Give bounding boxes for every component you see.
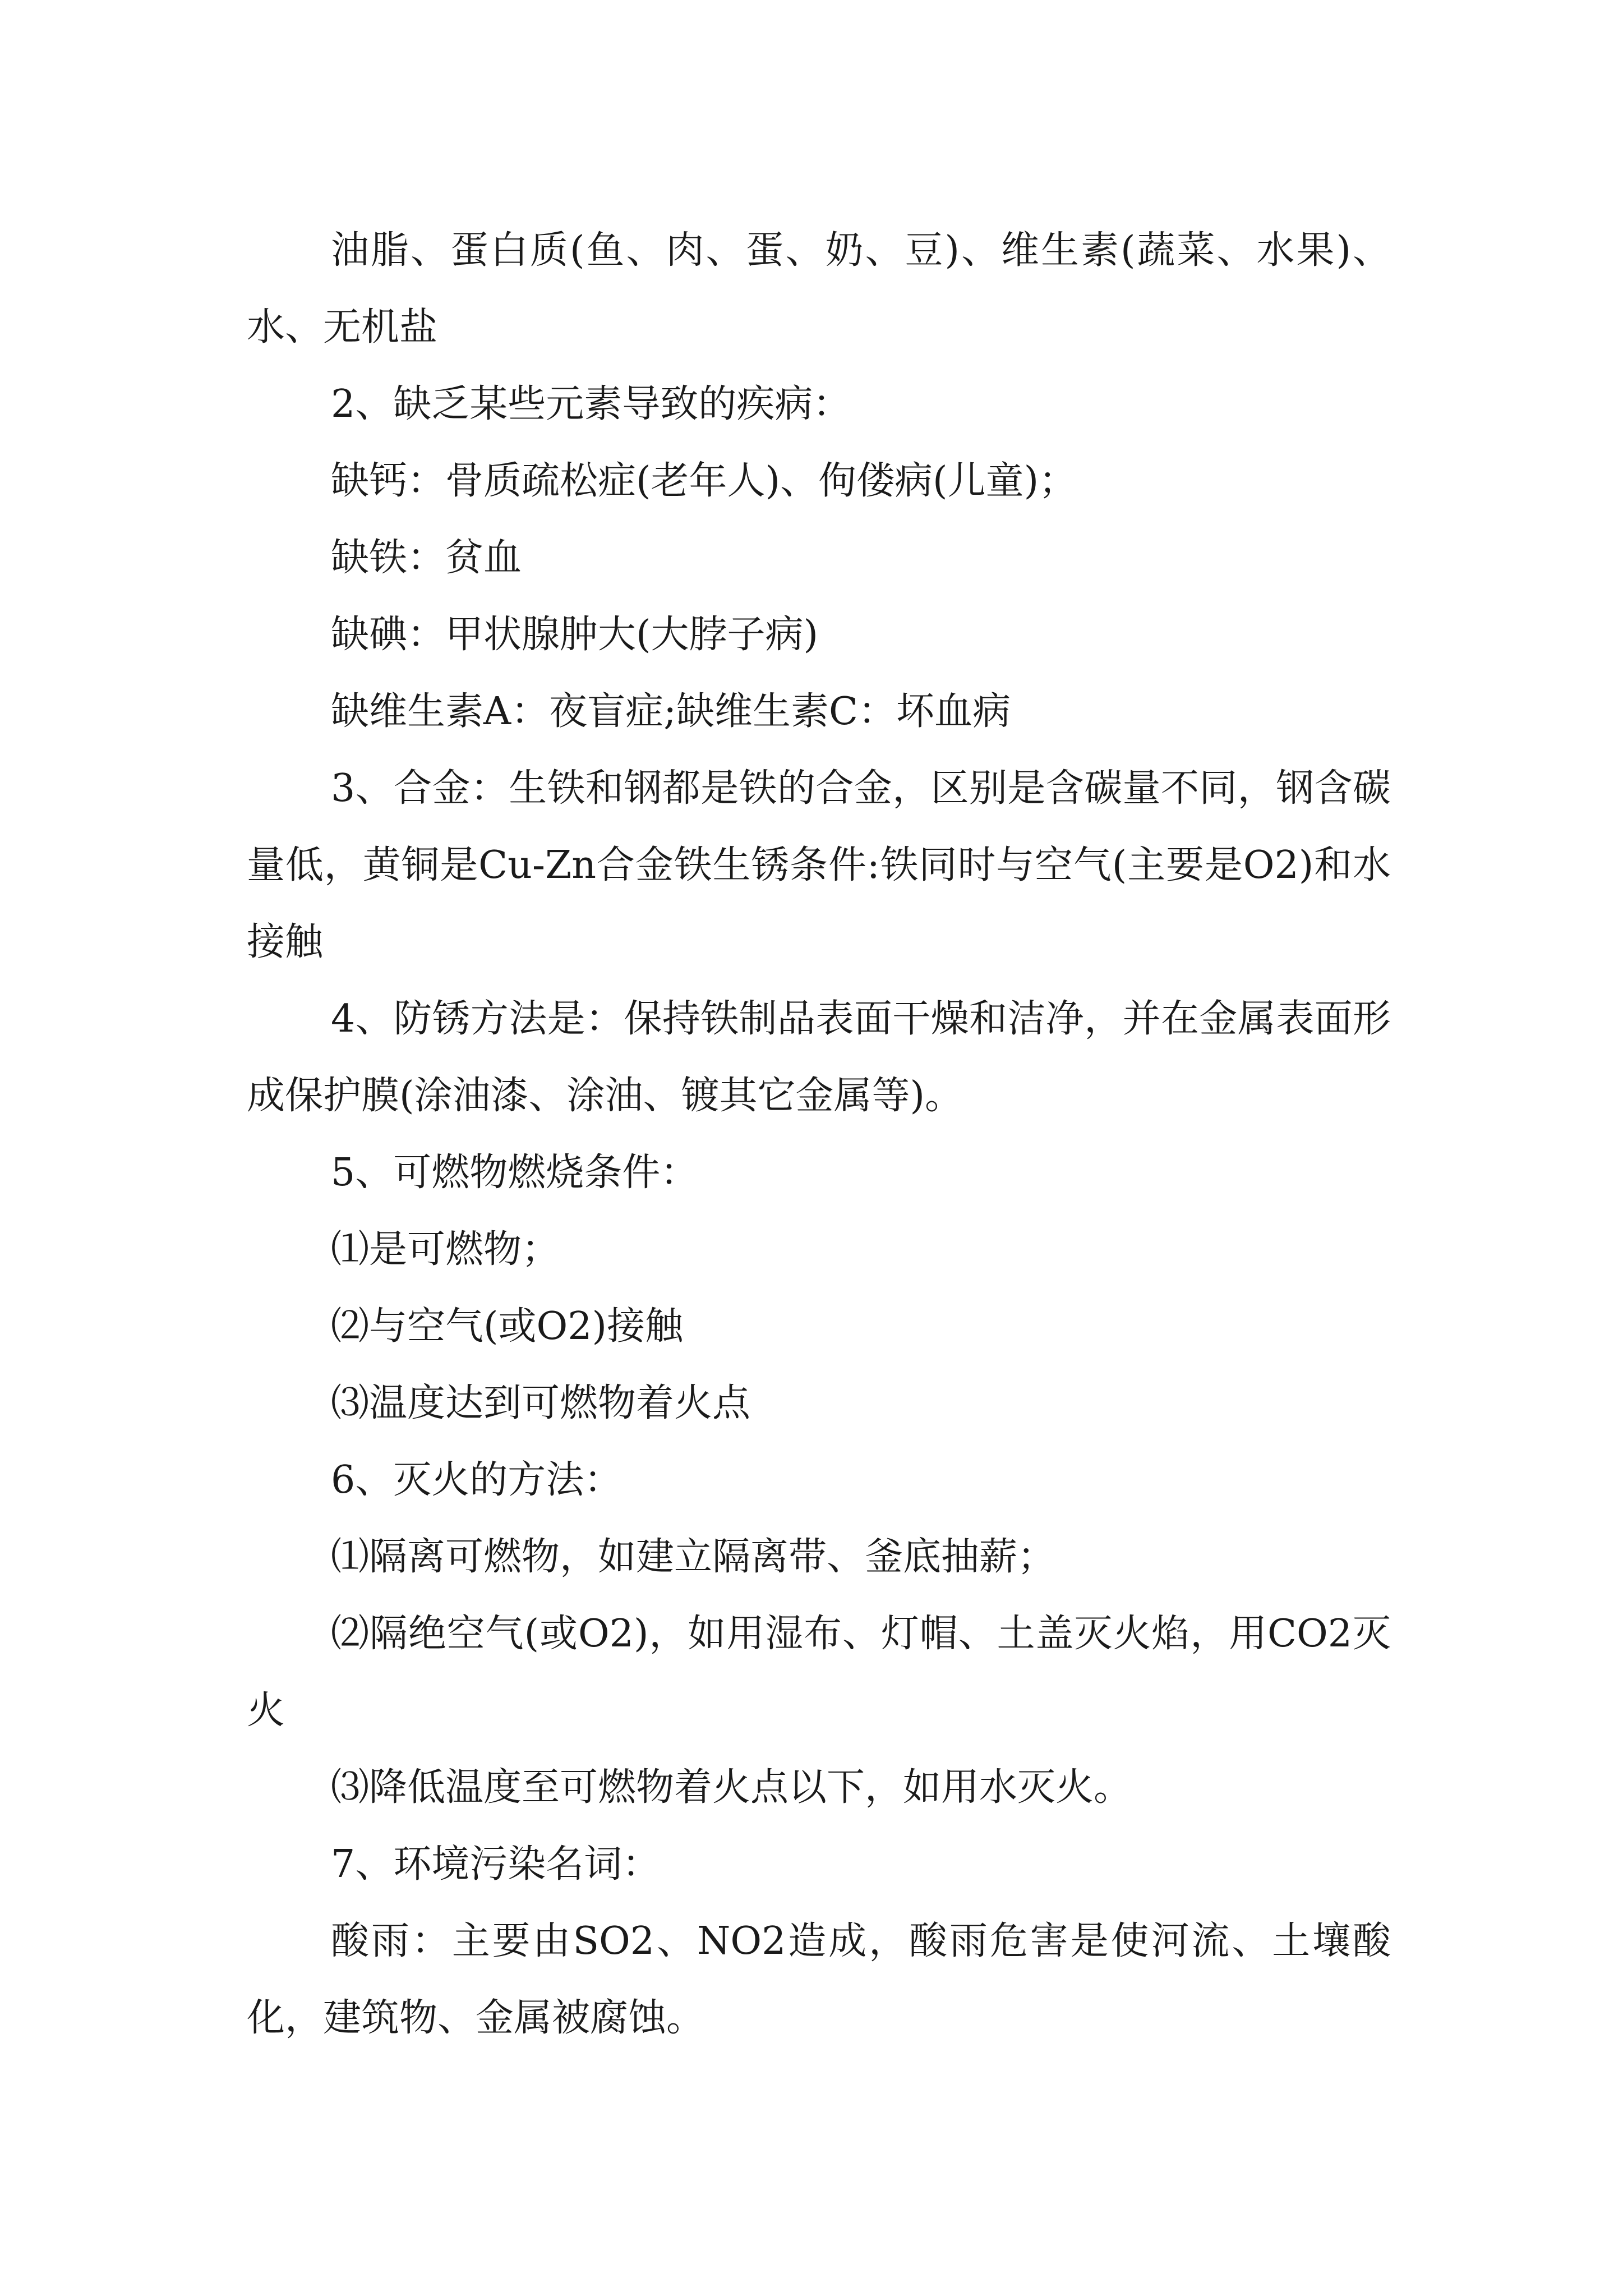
paragraph-iron-deficiency: 缺铁：贫血 — [331, 536, 522, 580]
paragraph-nutrients: 油脂、蛋白质(鱼、肉、蛋、奶、豆)、维生素(蔬菜、水果)、水、无机盐 — [247, 228, 1391, 349]
document-body — [247, 212, 1391, 2056]
list-item-combustion-3: ⑶温度达到可燃物着火点 — [331, 1381, 751, 1425]
paragraph-acid-rain: 酸雨：主要由SO2、NO2造成，酸雨危害是使河流、土壤酸化，建筑物、金属被腐蚀。 — [247, 1919, 1391, 2040]
list-item-combustion-2: ⑵与空气(或O2)接触 — [331, 1304, 684, 1349]
heading-combustion-conditions: 5、可燃物燃烧条件： — [331, 1151, 699, 1195]
paragraph-vitamin-deficiency: 缺维生素A：夜盲症;缺维生素C：坏血病 — [331, 689, 1011, 734]
list-item-combustion-1: ⑴是可燃物； — [331, 1227, 560, 1272]
heading-pollution-terms: 7、环境污染名词： — [331, 1842, 661, 1887]
paragraph-iodine-deficiency: 缺碘：甲状腺肿大(大脖子病) — [331, 613, 819, 657]
heading-fire-extinguishing: 6、灭火的方法： — [331, 1458, 623, 1502]
paragraph-alloys: 3、合金：生铁和钢都是铁的合金，区别是含碳量不同，钢含碳量低，黄铜是Cu-Zn合金铁生锈条件:铁同时与空气(主要是O2)和水接触 — [247, 766, 1391, 964]
list-item-extinguish-1: ⑴隔离可燃物，如建立隔离带、釜底抽薪； — [331, 1535, 1056, 1579]
paragraph-calcium-deficiency: 缺钙：骨质疏松症(老年人)、佝偻病(儿童)； — [331, 459, 1077, 503]
paragraph-rust-prevention: 4、防锈方法是：保持铁制品表面干燥和洁净，并在金属表面形成保护膜(涂油漆、涂油、镀其它金属等)。 — [247, 997, 1391, 1118]
list-item-extinguish-3: ⑶降低温度至可燃物着火点以下，如用水灭火。 — [331, 1765, 1132, 1810]
heading-element-deficiency: 2、缺乏某些元素导致的疾病： — [331, 382, 851, 426]
list-item-extinguish-2: ⑵隔绝空气(或O2)，如用湿布、灯帽、土盖灭火焰，用CO2灭火 — [247, 1612, 1391, 1733]
